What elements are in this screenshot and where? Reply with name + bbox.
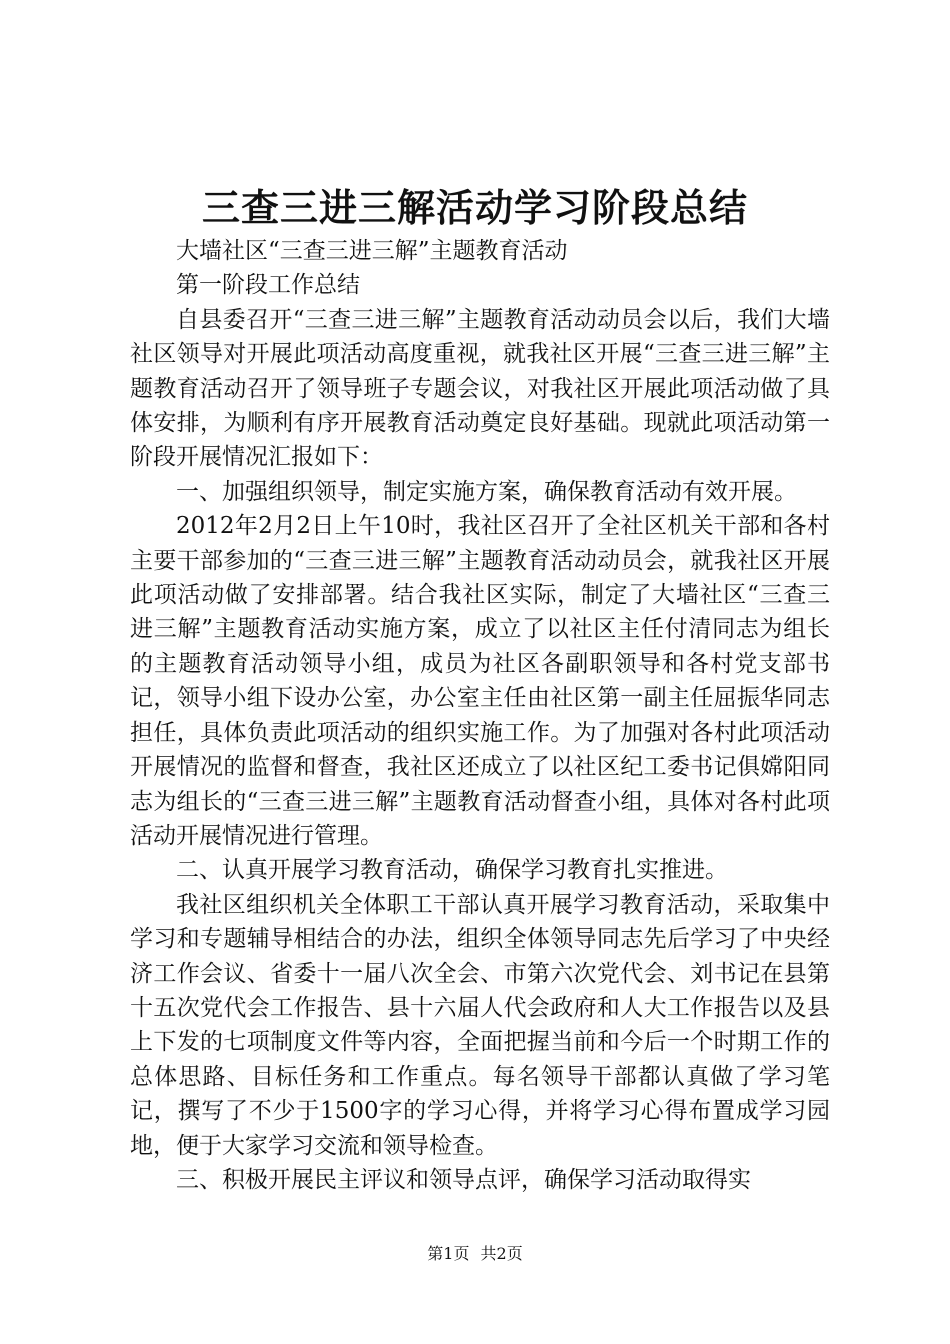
page-footer [0, 1243, 950, 1265]
paragraph-intro: 自县委召开“三查三进三解”主题教育活动动员会以后，我们大墙社区领导对开展此项活动高度重视，就我社区开展“三查三进三解”主题教育活动召开了领导班子专题会议，对我社区开展此项活动做了具体安排，为顺利有序开展教育活动奠定良好基础。现就此项活动第一阶段开展情况汇报如下： [130, 306, 830, 471]
section-heading-2: 二、认真开展学习教育活动，确保学习教育扎实推进。 [176, 857, 728, 884]
page-total: 共2页 [480, 1244, 523, 1263]
document-title: 三查三进三解活动学习阶段总结 [201, 185, 748, 230]
document-body [130, 234, 830, 1197]
subtitle-line-1: 大墙社区“三查三进三解”主题教育活动 [176, 238, 568, 264]
page-number: 第1页 [427, 1244, 470, 1263]
subtitle-line-2: 第一阶段工作总结 [176, 272, 360, 299]
paragraph-section-1: 2012年2月2日上午10时，我社区召开了全社区机关干部和各村主要干部参加的“三查三进三解”主题教育活动动员会，就我社区开展此项活动做了安排部署。结合我社区实际，制定了大墙社区“三查三进三解”主题教育活动实施方案，成立了以社区主任付清同志为组长的主题教育活动领导小组，成员为社区各副职领导和各村党支部书记，领导小组下设办公室，办公室主任由社区第一副主任屈振华同志担任，具体负责此项活动的组织实施工作。为了加强对各村此项活动开展情况的监督和督查，我社区还成立了以社区纪工委书记俱嫦阳同志为组长的“三查三进三解”主题教育活动督查小组，具体对各村此项活动开展情况进行管理。 [130, 513, 830, 849]
paragraph-section-2: 我社区组织机关全体职工干部认真开展学习教育活动，采取集中学习和专题辅导相结合的办法，组织全体领导同志先后学习了中央经济工作会议、省委十一届八次全会、市第六次党代会、刘书记在县第十五次党代会工作报告、县十六届人代会政府和人大工作报告以及县上下发的七项制度文件等内容，全面把握当前和今后一个时期工作的总体思路、目标任务和工作重点。每名领导干部都认真做了学习笔记，撰写了不少于1500字的学习心得，并将学习心得布置成学习园地，便于大家学习交流和领导检查。 [130, 891, 830, 1159]
section-heading-3: 三、积极开展民主评议和领导点评，确保学习活动取得实 [176, 1166, 751, 1193]
section-heading-1: 一、加强组织领导，制定实施方案，确保教育活动有效开展。 [176, 478, 797, 505]
